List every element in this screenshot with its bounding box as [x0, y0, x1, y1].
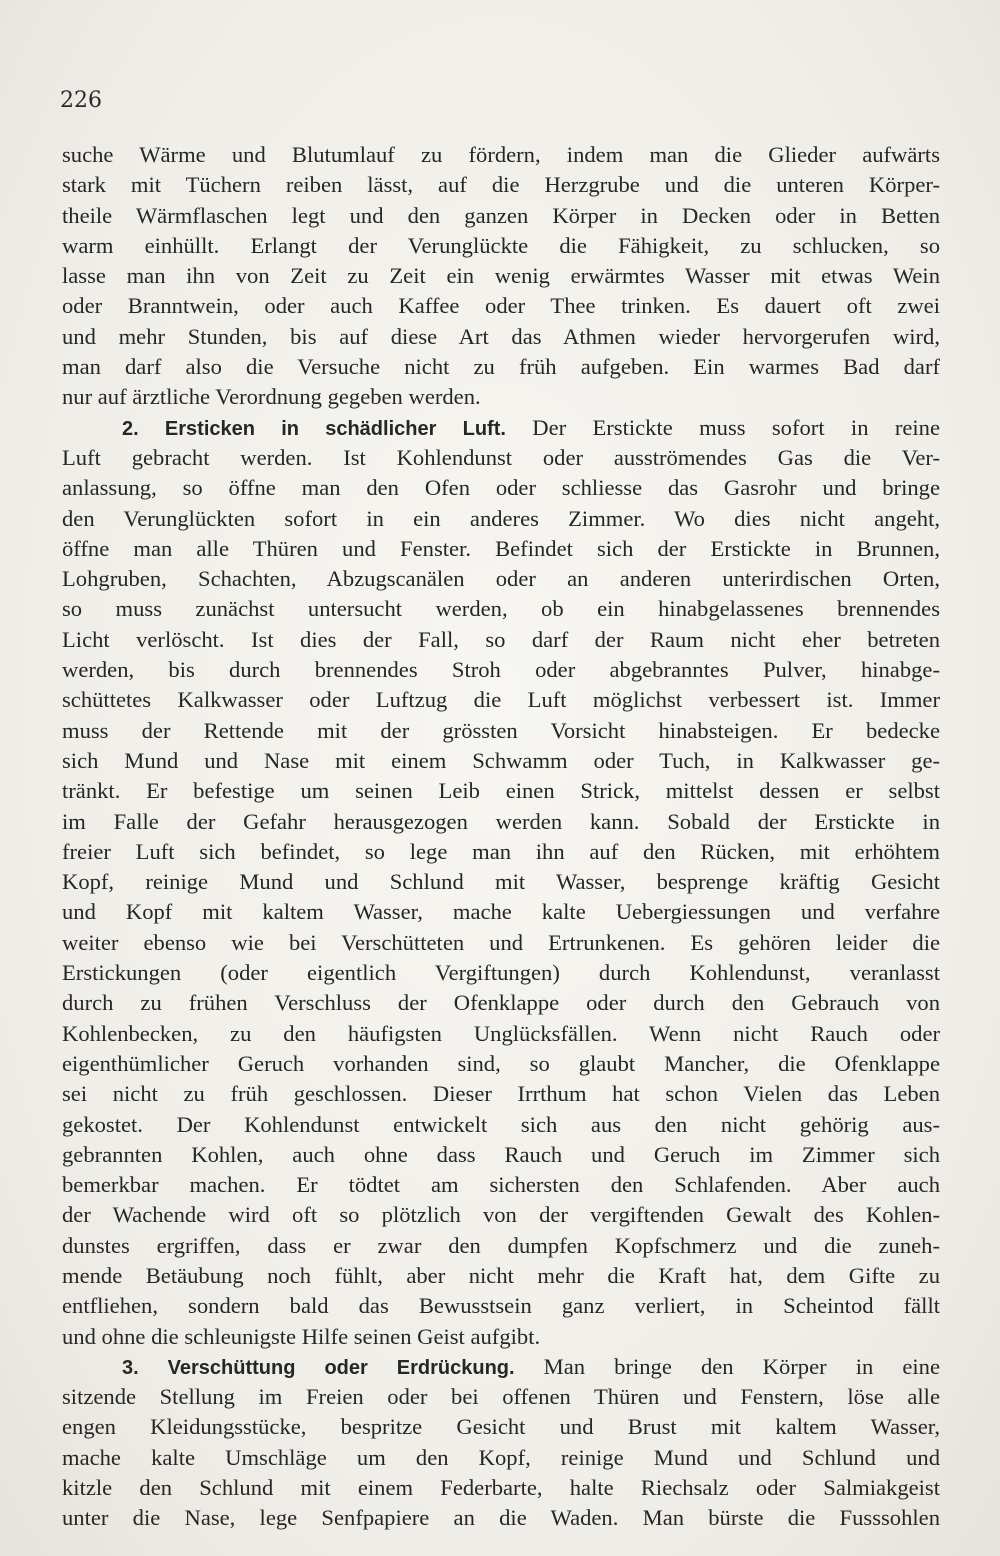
text-line [62, 1079, 940, 1109]
text-line [62, 1291, 940, 1321]
line-text: engen Kleidungsstücke, bespritze Gesicht und Brust mit kaltem Wasser, [62, 1414, 940, 1440]
line-text: Lohgruben, Schachten, Abzugscanälen oder an anderen unterirdischen Orten, [62, 566, 940, 592]
text-line [62, 1322, 940, 1352]
line-text: man darf also die Versuche nicht zu früh aufgeben. Ein warmes Bad darf [62, 354, 940, 380]
text-line [62, 201, 940, 231]
text-line [62, 1443, 940, 1473]
line-text: werden, bis durch brennendes Stroh oder abgebranntes Pulver, hinabge- [62, 657, 940, 683]
line-text: gekostet. Der Kohlendunst entwickelt sich aus den nicht gehörig aus- [62, 1111, 940, 1137]
line-text: öffne man alle Thüren und Fenster. Befindet sich der Erstickte in Brunnen, [62, 535, 940, 561]
section-heading: 2. Ersticken in schädlicher Luft. [122, 417, 506, 440]
line-text: Kopf, reinige Mund und Schlund mit Wasser, besprenge kräftig Gesicht [62, 869, 940, 895]
line-text: und mehr Stunden, bis auf diese Art das Athmen wieder hervorgerufen wird, [62, 323, 940, 349]
line-text: sei nicht zu früh geschlossen. Dieser Irrthum hat schon Vielen das Leben [62, 1081, 940, 1107]
line-text: mache kalte Umschläge um den Kopf, reinige Mund und Schlund und [62, 1444, 940, 1470]
line-text: im Falle der Gefahr herausgezogen werden kann. Sobald der Erstickte in [62, 808, 940, 834]
text-line [62, 685, 940, 715]
text-line [62, 564, 940, 594]
line-text: lasse man ihn von Zeit zu Zeit ein wenig erwärmtes Wasser mit etwas Wein [62, 263, 940, 289]
line-text: entfliehen, sondern bald das Bewusstsein ganz verliert, in Scheintod fällt [62, 1293, 940, 1319]
text-line [62, 1231, 940, 1261]
text-line [62, 170, 940, 200]
line-text: Erstickungen (oder eigentlich Vergiftungen) durch Kohlendunst, veranlasst [62, 960, 940, 986]
line-text: den Verunglückten sofort in ein anderes Zimmer. Wo dies nicht angeht, [62, 505, 940, 531]
line-text: Luft gebracht werden. Ist Kohlendunst oder ausströmendes Gas die Ver- [62, 444, 940, 470]
text-line [62, 534, 940, 564]
text-line [62, 291, 940, 321]
text-line [62, 837, 940, 867]
text-line [62, 261, 940, 291]
text-line [62, 1049, 940, 1079]
text-line [62, 1261, 940, 1291]
text-line [62, 897, 940, 927]
line-text: suche Wärme und Blutumlauf zu fördern, indem man die Glieder aufwärts [62, 142, 940, 167]
line-text: so muss zunächst untersucht werden, ob ein hinabgelassenes brennendes [62, 596, 940, 622]
line-text: Der Erstickte muss sofort in reine [505, 414, 940, 440]
page-number: 226 [60, 88, 102, 113]
line-text: und Kopf mit kaltem Wasser, mache kalte Uebergiessungen und verfahre [62, 899, 940, 925]
text-line [62, 1110, 940, 1140]
text-line [62, 807, 940, 837]
text-line [62, 473, 940, 503]
text-line [62, 322, 940, 352]
text-line [62, 928, 940, 958]
text-line [62, 867, 940, 897]
text-line [62, 1019, 940, 1049]
text-line [62, 231, 940, 261]
text-line [62, 1200, 940, 1230]
line-text: sich Mund und Nase mit einem Schwamm oder Tuch, in Kalkwasser ge- [62, 747, 940, 773]
line-text: muss der Rettende mit der grössten Vorsicht hinabsteigen. Er bedecke [62, 717, 940, 743]
line-text: sitzende Stellung im Freien oder bei offenen Thüren und Fenstern, löse alle [62, 1384, 940, 1410]
text-line [62, 1503, 940, 1533]
text-line [62, 716, 940, 746]
line-text: theile Wärmflaschen legt und den ganzen Körper in Decken oder in Betten [62, 202, 940, 228]
line-text: und ohne die schleunigste Hilfe seinen Geist aufgibt. [62, 1323, 541, 1349]
text-line [62, 140, 940, 170]
line-text: anlassung, so öffne man den Ofen oder schliesse das Gasrohr und bringe [62, 475, 940, 501]
text-line [62, 443, 940, 473]
line-text: tränkt. Er befestige um seinen Leib einen Strick, mittelst dessen er selbst [62, 778, 940, 804]
line-text: bemerkbar machen. Er tödtet am sichersten den Schlafenden. Aber auch [62, 1172, 940, 1198]
line-text: eigenthümlicher Geruch vorhanden sind, so glaubt Mancher, die Ofenklappe [62, 1050, 940, 1076]
text-line [62, 352, 940, 382]
line-text: Kohlenbecken, zu den häufigsten Unglücksfällen. Wenn nicht Rauch oder [62, 1020, 940, 1046]
line-text: stark mit Tüchern reiben lässt, auf die Herzgrube und die unteren Körper- [62, 172, 940, 198]
text-line [62, 1170, 940, 1200]
line-text: unter die Nase, lege Senfpapiere an die Waden. Man bürste die Fusssohlen [62, 1505, 940, 1531]
line-text: schüttetes Kalkwasser oder Luftzug die Luft möglichst verbessert ist. Immer [62, 687, 940, 713]
text-line [62, 504, 940, 534]
text-line [62, 1352, 940, 1382]
line-text: freier Luft sich befindet, so lege man ihn auf den Rücken, mit erhöhtem [62, 838, 940, 864]
text-line [62, 413, 940, 443]
text-line [62, 1140, 940, 1170]
line-text: dunstes ergriffen, dass er zwar den dumpfen Kopfschmerz und die zuneh- [62, 1232, 940, 1258]
text-line [62, 625, 940, 655]
text-line [62, 655, 940, 685]
text-line [62, 958, 940, 988]
line-text: Licht verlöscht. Ist dies der Fall, so darf der Raum nicht eher betreten [62, 626, 940, 652]
line-text: Man bringe den Körper in eine [514, 1353, 940, 1379]
line-text: gebrannten Kohlen, auch ohne dass Rauch und Geruch im Zimmer sich [62, 1141, 940, 1167]
line-text: der Wachende wird oft so plötzlich von der vergiftenden Gewalt des Kohlen- [62, 1202, 940, 1228]
text-line [62, 1412, 940, 1442]
text-line [62, 776, 940, 806]
section-heading: 3. Verschüttung oder Erdrückung. [122, 1356, 515, 1379]
line-text: mende Betäubung noch fühlt, aber nicht mehr die Kraft hat, dem Gifte zu [62, 1262, 940, 1288]
body-text [62, 140, 940, 1534]
line-text: warm einhüllt. Erlangt der Verunglückte die Fähigkeit, zu schlucken, so [62, 232, 940, 258]
line-text: nur auf ärztliche Verordnung gegeben werden. [62, 384, 481, 410]
line-text: weiter ebenso wie bei Verschütteten und Ertrunkenen. Es gehören leider die [62, 929, 940, 955]
line-text: oder Branntwein, oder auch Kaffee oder Thee trinken. Es dauert oft zwei [62, 293, 940, 319]
text-line [62, 594, 940, 624]
text-line [62, 382, 940, 412]
text-line [62, 1382, 940, 1412]
text-line [62, 1473, 940, 1503]
line-text: kitzle den Schlund mit einem Federbarte, halte Riechsalz oder Salmiakgeist [62, 1475, 940, 1501]
line-text: durch zu frühen Verschluss der Ofenklappe oder durch den Gebrauch von [62, 990, 940, 1016]
text-line [62, 746, 940, 776]
text-line [62, 988, 940, 1018]
